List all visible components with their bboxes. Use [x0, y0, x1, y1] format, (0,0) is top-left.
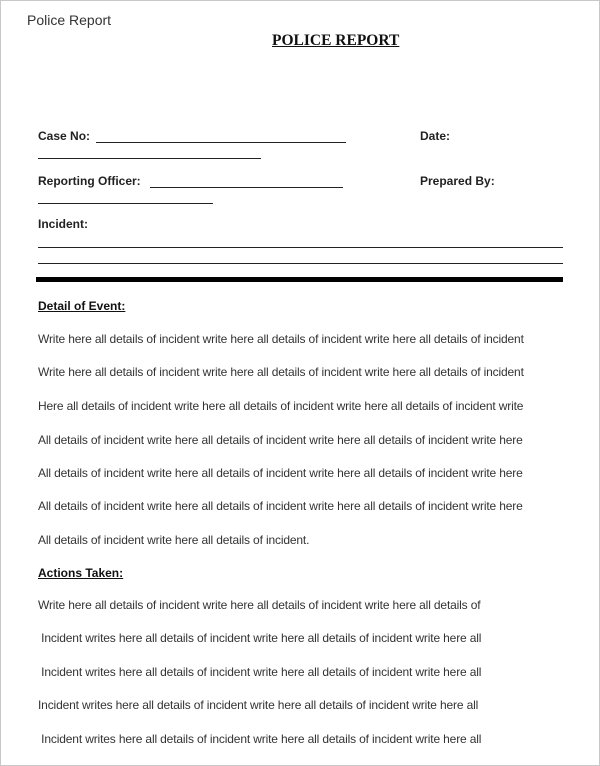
- incident-line-2[interactable]: [38, 263, 563, 264]
- detail-line: All details of incident write here all details of incident write here all details of incident write here: [38, 433, 523, 447]
- document-title: Police Report: [27, 12, 112, 28]
- detail-of-event-heading: Detail of Event:: [38, 299, 126, 313]
- detail-line: All details of incident write here all details of incident write here all details of incident write here: [38, 499, 523, 513]
- actions-taken-heading: Actions Taken:: [38, 566, 124, 580]
- action-line: Write here all details of incident write here all details of incident write here all details of: [38, 598, 481, 612]
- incident-line-1[interactable]: [38, 247, 563, 248]
- case-no-field[interactable]: [96, 142, 346, 143]
- detail-line: Here all details of incident write here all details of incident write here all details of incident write: [38, 399, 524, 413]
- reporting-officer-label: Reporting Officer:: [38, 174, 141, 188]
- case-no-label: Case No:: [38, 129, 91, 143]
- detail-line: All details of incident write here all details of incident.: [38, 533, 310, 547]
- date-label: Date:: [420, 129, 451, 143]
- prepared-by-label: Prepared By:: [420, 174, 495, 188]
- incident-label: Incident:: [38, 217, 88, 231]
- action-line: Incident writes here all details of incident write here all details of incident write here all: [38, 631, 482, 645]
- report-heading: POLICE REPORT: [272, 32, 400, 49]
- section-divider: [36, 277, 563, 282]
- detail-line: Write here all details of incident write here all details of incident write here all details of incident: [38, 365, 524, 379]
- action-line: Incident writes here all details of incident write here all details of incident write here all: [38, 665, 482, 679]
- case-no-field-continuation[interactable]: [38, 158, 261, 159]
- detail-line: All details of incident write here all details of incident write here all details of incident write here: [38, 466, 523, 480]
- detail-line: Write here all details of incident write here all details of incident write here all details of incident: [38, 332, 524, 346]
- action-line: Incident writes here all details of incident write here all details of incident write here all: [38, 732, 482, 746]
- reporting-officer-field-continuation[interactable]: [38, 203, 213, 204]
- reporting-officer-field[interactable]: [150, 187, 343, 188]
- action-line: Incident writes here all details of incident write here all details of incident write here all: [38, 698, 479, 712]
